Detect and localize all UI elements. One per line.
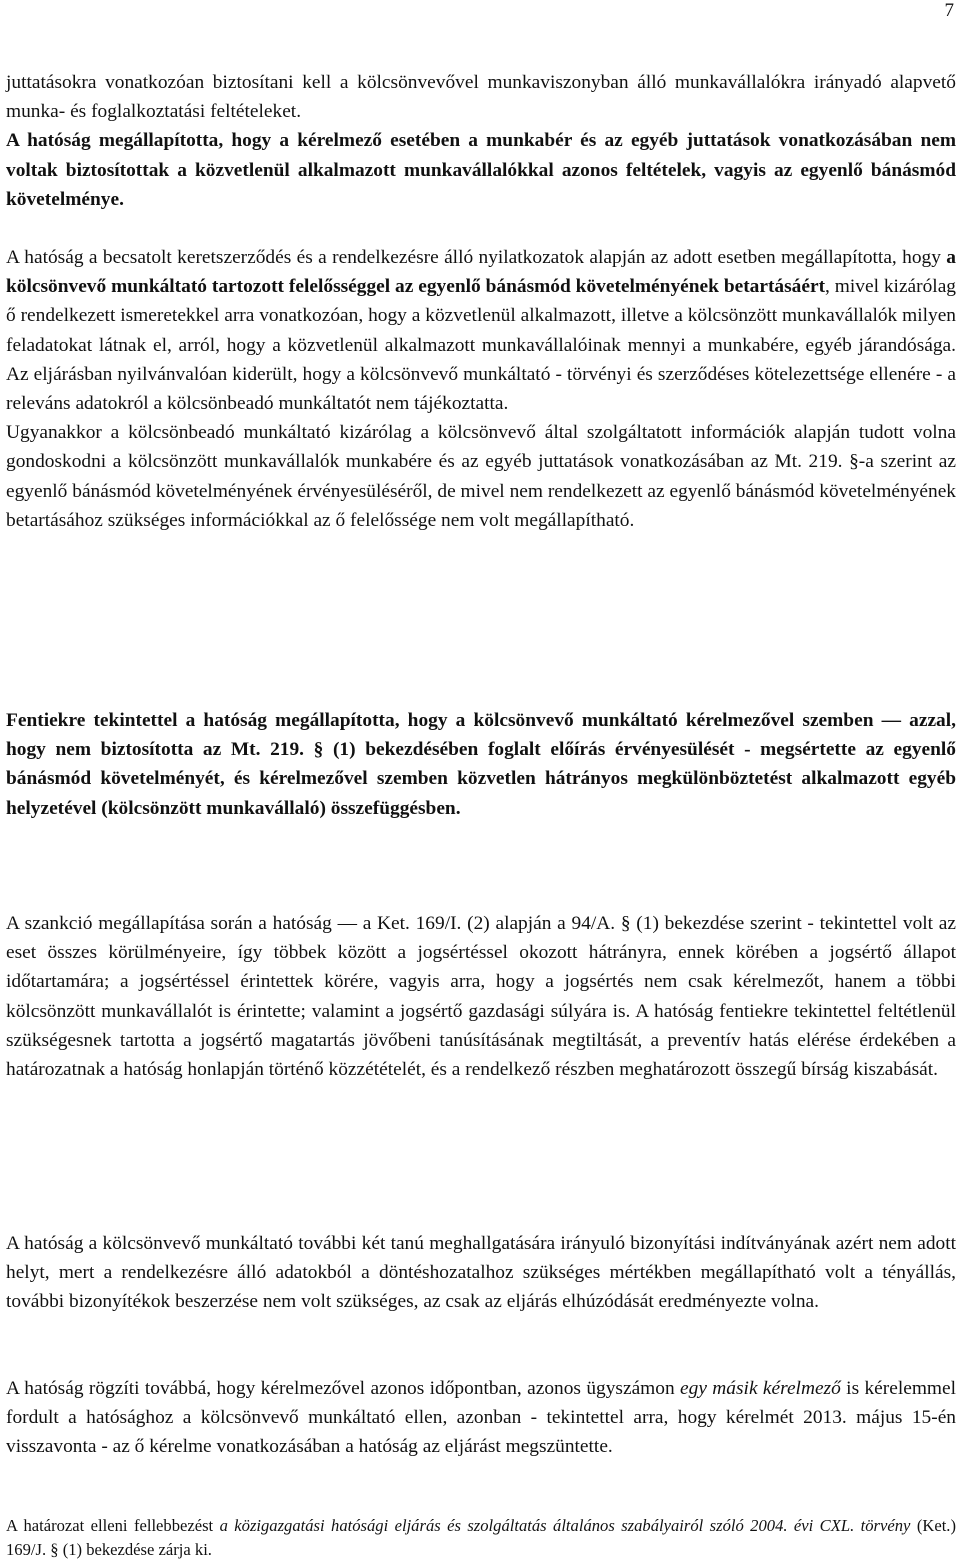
paragraph-block-1 [6,68,956,214]
text-segment: A határozat elleni fellebbezést [6,1516,220,1535]
paragraph-block-evidence: A hatóság a kölcsönvevő munkáltató további két tanú meghallgatására irányuló bizonyítási indítványának azért nem adott helyt, mert a rendelkezésre álló adatokból a döntéshozatalhoz szükséges mértékben megállapítható volt a tényállás, további bizonyítékok beszerzése nem volt szükséges, az csak az eljárás elhúzódását eredményezte volna. [6,1233,956,1313]
paragraph-text: Ugyanakkor a kölcsönbeadó munkáltató kizárólag a kölcsönvevő által szolgáltatott információk alapján tudott volna gondoskodni a kölcsönzött munkavállalók munkabére és az egyéb juttatások vonatkozásában az Mt. 219. §-a szerint az egyenlő bánásmód követelményének érvényesüléséről, de mivel nem rendelkezett az egyenlő bánásmód követelményének betartásához szükséges információkkal az ő felelőssége nem volt megállapítható. [6,422,956,531]
page-number: 7 [944,0,954,21]
italic-segment: a közigazgatási hatósági eljárás és szolgáltatás általános szabályairól szóló 2004. évi CXL. törvény [219,1516,911,1535]
paragraph-block-sanction: A szankció megállapítása során a hatóság ― a Ket. 169/I. (2) alapján a 94/A. § (1) bekezdése szerint - tekintettel volt az eset összes körülményeire, így többek között a jogsértéssel okozott hátrányra, ennek körében a jogsértő állapot időtartamára; a jogsértéssel érintettek körére, vagyis arra, hogy a jogsértés nem csak kérelmezőt, hanem a többi kölcsönzött munkavállalót is érintette; valamint a jogsértő gazdasági súlyára is. A hatóság fentiekre tekintettel feltétlenül szükségesnek tartotta a jogsértő magatartás jövőbeni tanúsításának megtiltását, a preventív hatás elérése érdekében a határozatnak a hatóság honlapján történő közzétételét, és a rendelkező részben meghatározott összegű bírság kiszabását. [6,913,956,1081]
footer-note [6,1514,956,1562]
paragraph-block-other-applicant [6,1374,956,1462]
text-segment: is kérelemmel fordult a hatósághoz a kölcsönvevő munkáltató ellen, azonban - tekintettel arra, hogy kérelmét 2013. május 15-én visszavonta - az ő kérelme vonatkozásában a hatóság az eljárást megszüntette. [6,1378,957,1458]
paragraph-block-2 [6,243,956,535]
text-segment: A hatóság a becsatolt keretszerződés és a rendelkezésre álló nyilatkozatok alapján az adott esetben megállapította, hogy [6,247,947,268]
text-segment: , mivel kizárólag ő rendelkezett ismeretekkel arra vonatkozóan, hogy a közvetlenül alkalmazott, illetve a kölcsönzött munkavállalók milyen feladatokat látnak el, arról, hogy a közvetlenül alkalmazott munkavállalóinak mennyi a munkabére, egyéb járandósága. Az eljárásban nyilvánvalóan kiderült, hogy a kölcsönvevő munkáltató - törvényi és szerződéses kötelezettsége ellenére - a releváns adatokról a kölcsönbeadó munkáltatót nem tájékoztatta. [6,276,956,415]
bold-segment: a kölcsönvevő munkáltató tartozott felelősséggel az egyenlő bánásmód követelményének betartásáért [6,247,956,298]
paragraph-responsibility [6,243,956,418]
text-segment: (Ket.) 169/J. § (1) bekezdése zárja ki. [6,1516,956,1559]
paragraph-text: juttatásokra vonatkozóan biztosítani kell a kölcsönvevővel munkaviszonyban álló munkavállalókra irányadó alapvető munka- és foglalkoztatási feltételeket. [6,72,956,123]
text-segment: A hatóság rögzíti továbbá, hogy kérelmezővel azonos időpontban, azonos ügyszámon [6,1378,681,1399]
paragraph-block-conclusion: Fentiekre tekintettel a hatóság megállapította, hogy a kölcsönvevő munkáltató kérelmezővel szemben ― azzal, hogy nem biztosította az Mt. 219. § (1) bekezdésében foglalt előírás érvényesülését - megsértette az egyenlő bánásmód követelményét, és kérelmezővel szemben közvetlen hátrányos megkülönböztetést alkalmazott egyéb helyzetével (kölcsönzött munkavállaló) összefüggésben. [6,710,956,819]
paragraph-bold-finding: A hatóság megállapította, hogy a kérelmező esetében a munkabér és az egyéb juttatások vonatkozásában nem voltak biztosítottak a közvetlenül alkalmazott munkavállalókkal azonos feltételek, vagyis az egyenlő bánásmód követelménye. [6,130,956,210]
italic-segment: egy másik kérelmező [680,1378,841,1399]
